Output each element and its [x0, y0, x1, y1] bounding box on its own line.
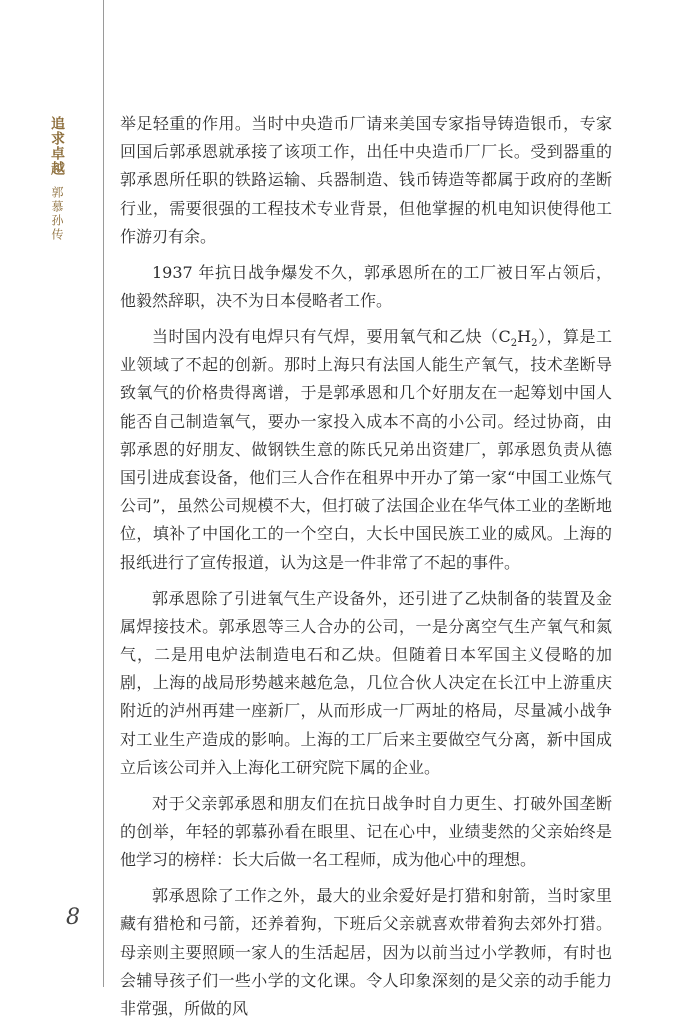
paragraph-continued: 举足轻重的作用。当时中央造币厂请来美国专家指导铸造银币，专家回国后郭承恩就承接了该项工作，出任中央造币厂厂长。受到器重的郭承恩所任职的铁路运输、兵器制造、钱币铸造等都属于政府的垄断行业，需要很强的工程技术专业背景，但他掌握的机电知识使得他工作游刃有余。: [120, 114, 612, 246]
body-text: [120, 110, 612, 1031]
paragraph-oxygen-company: [120, 323, 612, 577]
paragraph-oxygen-text-after: ），算是工业领域了不起的创新。那时上海只有法国人能生产氧气，技术垄断导致氧气的价格贵得离谱，于是郭承恩和几个好朋友在一起筹划中国人能否自己制造氧气，要办一家投入成本不高的小公司。经过协商，由郭承恩的好朋友、做钢铁生意的陈氏兄弟出资建厂，郭承恩负责从德国引进成套设备，他们三人合作在租界中开办了第一家“中国工业炼气公司”，虽然公司规模不大，但打破了法国企业在华气体工业的垄断地位，填补了中国化工的一个空白，大长中国民族工业的威风。上海的报纸进行了宣传报道，认为这是一件非常了不起的事件。: [120, 327, 612, 572]
chem-h: H: [517, 327, 532, 347]
chem-subscript-2: 2: [531, 338, 538, 350]
paragraph-1937: 1937 年抗日战争爆发不久，郭承恩所在的工厂被日军占领后，他毅然辞职，决不为日本侵略者工作。: [120, 262, 612, 311]
paragraph-acetylene: 郭承恩除了引进氧气生产设备外，还引进了乙炔制备的装置及金属焊接技术。郭承恩等三人合办的公司，一是分离空气生产氧气和氮气，二是用电炉法制造电石和乙炔。但随着日本军国主义侵略的加剧，上海的战局形势越来越危急，几位合伙人决定在长江中上游重庆附近的泸州再建一座新厂，从而形成一厂两址的格局，尽量减小战争对工业生产造成的影响。上海的工厂后来主要做空气分离，新中国成立后该公司并入上海化工研究院下属的企业。: [120, 588, 612, 777]
chem-subscript-1: 2: [510, 338, 518, 350]
running-head-book-title: 追求卓越: [49, 116, 65, 176]
running-head-subtitle: 郭慕孙传: [50, 186, 64, 242]
paragraph-oxygen-text-before: 当时国内没有电焊只有气焊，要用氧气和乙炔（C: [152, 327, 511, 347]
paragraph-role-model: 对于父亲郭承恩和朋友们在抗日战争时自力更生、打破外国垄断的创举，年轻的郭慕孙看在眼里、记在心中，业绩斐然的父亲始终是他学习的榜样：长大后做一名工程师，成为他心中的理想。: [120, 793, 612, 870]
paragraph-hobbies: 郭承恩除了工作之外，最大的业余爱好是打猎和射箭，当时家里藏有猎枪和弓箭，还养着狗，下班后父亲就喜欢带着狗去郊外打猎。母亲则主要照顾一家人的生活起居，因为以前当过小学教师，有时也会辅导孩子们一些小学的文化课。令人印象深刻的是父亲的动手能力非常强，所做的风: [120, 886, 612, 1019]
sidebar-divider-line: [103, 0, 104, 987]
page-number: 8: [66, 905, 80, 930]
